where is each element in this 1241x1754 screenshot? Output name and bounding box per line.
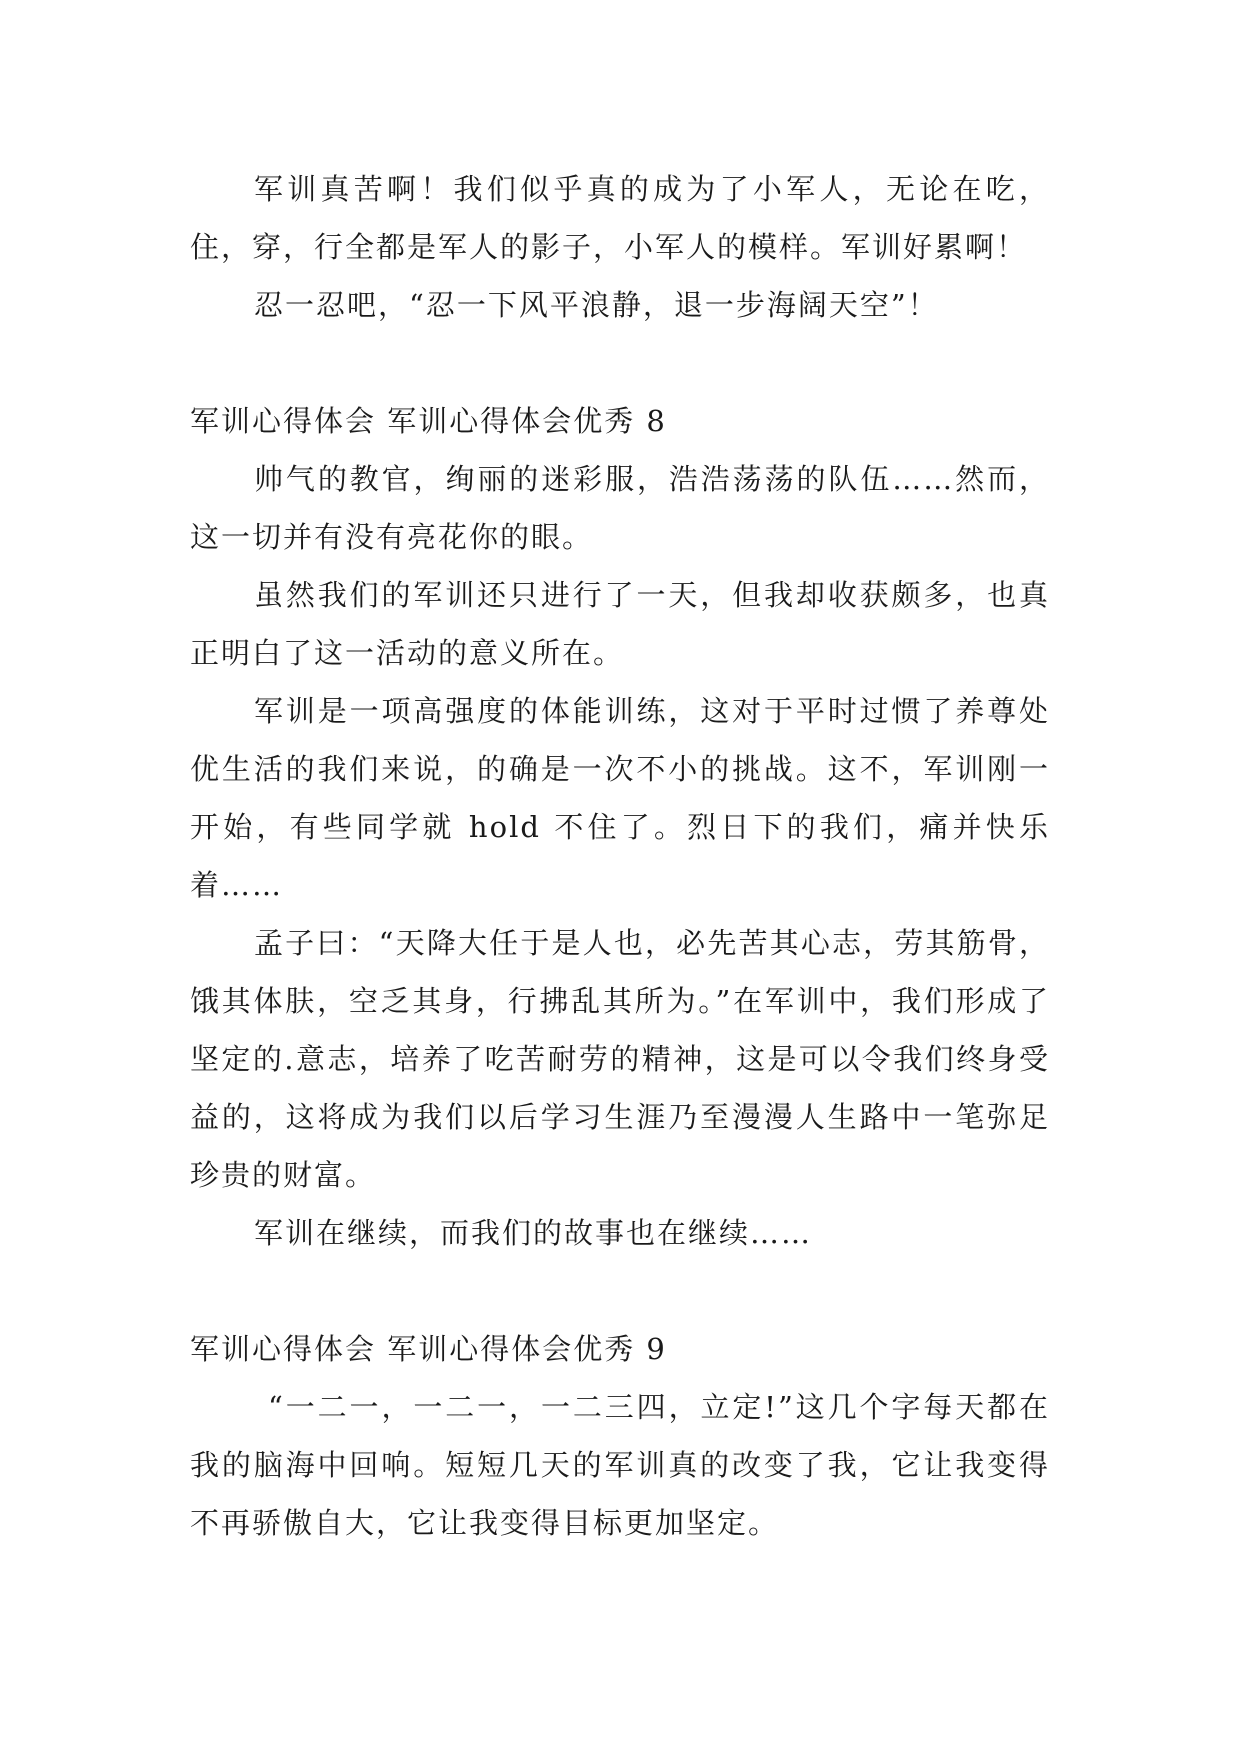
section-gap xyxy=(190,1262,1050,1320)
paragraph: 虽然我们的军训还只进行了一天，但我却收获颇多，也真正明白了这一活动的意义所在。 xyxy=(190,578,1050,670)
paragraph: 孟子曰：“天降大任于是人也，必先苦其心志，劳其筋骨，饿其体肤，空乏其身，行拂乱其所为。”在军训中，我们形成了坚定的.意志，培养了吃苦耐劳的精神，这是可以令我们终身受益的，这将成为我们以后学习生涯乃至漫漫人生路中一笔弥足珍贵的财富。 xyxy=(190,926,1050,1192)
document-body xyxy=(190,160,1050,1552)
paragraph: 军训真苦啊！我们似乎真的成为了小军人，无论在吃，住，穿，行全都是军人的影子，小军人的模样。军训好累啊！ xyxy=(190,172,1050,264)
section-heading: 军训心得体会 军训心得体会优秀 9 xyxy=(190,1332,667,1366)
paragraph: 帅气的教官，绚丽的迷彩服，浩浩荡荡的队伍……然而，这一切并有没有亮花你的眼。 xyxy=(190,462,1050,554)
paragraph: 军训在继续，而我们的故事也在继续…… xyxy=(254,1216,813,1250)
paragraph: 军训是一项高强度的体能训练，这对于平时过惯了养尊处优生活的我们来说，的确是一次不小的挑战。这不，军训刚一开始，有些同学就 hold 不住了。烈日下的我们，痛并快乐着…… xyxy=(190,694,1050,902)
section-heading: 军训心得体会 军训心得体会优秀 8 xyxy=(190,404,667,438)
paragraph: 忍一忍吧，“忍一下风平浪静，退一步海阔天空”！ xyxy=(254,288,939,322)
paragraph: “一二一，一二一，一二三四，立定!”这几个字每天都在我的脑海中回响。短短几天的军训真的改变了我，它让我变得不再骄傲自大，它让我变得目标更加坚定。 xyxy=(190,1390,1050,1540)
section-gap xyxy=(190,334,1050,392)
